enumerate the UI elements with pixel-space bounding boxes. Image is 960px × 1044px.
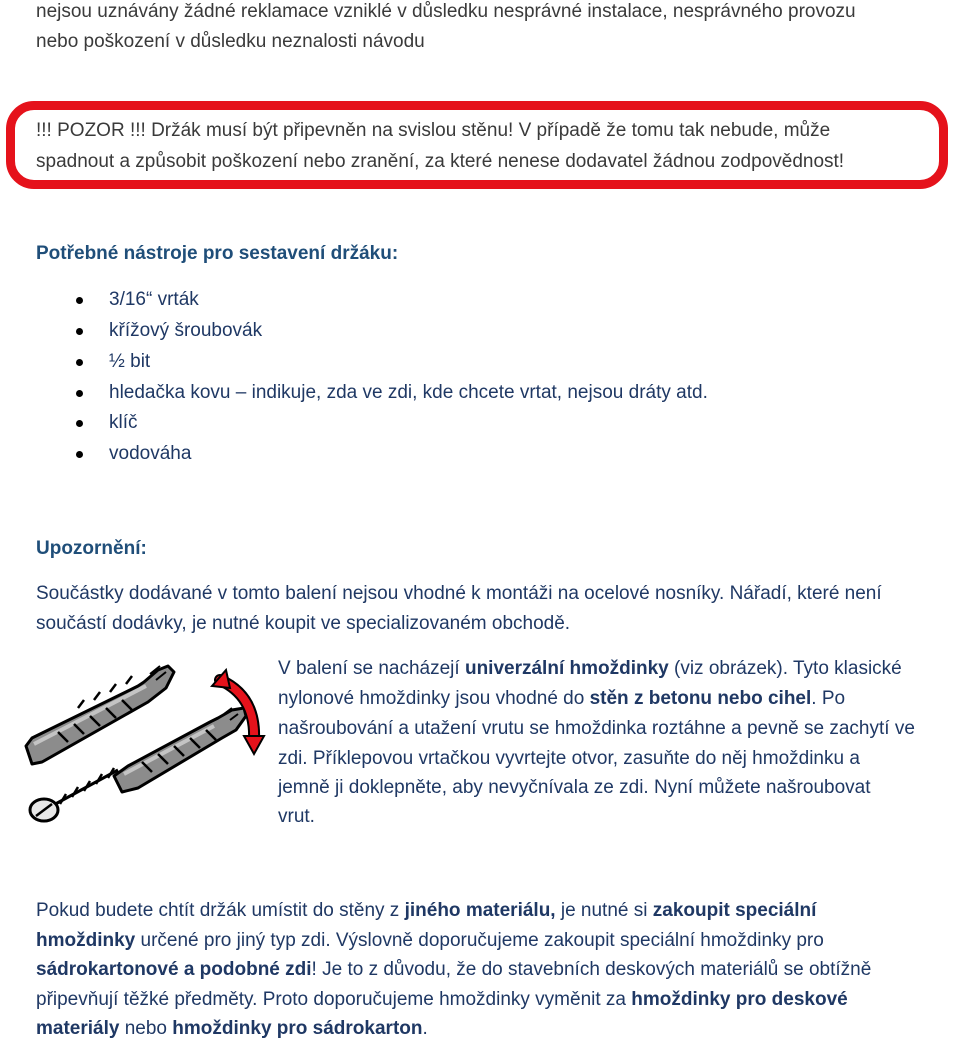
bullet-icon (76, 420, 83, 427)
text-run: je nutné si (555, 900, 653, 921)
tool-label: klíč (109, 412, 138, 433)
intro-line-2: nebo poškození v důsledku neznalosti návodu (36, 31, 425, 52)
tool-label: vodováha (109, 443, 192, 464)
dowel-paragraph-line-1 (278, 654, 902, 684)
wall-plug-dowel-illustration (26, 666, 174, 764)
bold-text-run: sádrokartonové a podobné zdi (36, 959, 312, 980)
bold-text-run: hmoždinky (36, 930, 136, 951)
notice-line-2: součástí dodávky, je nutné koupit ve specializovaném obchodě. (36, 613, 571, 634)
text-run: Pokud budete chtít držák umístit do stěny z (36, 900, 405, 921)
text-run: V balení se nacházejí (278, 658, 465, 679)
bold-text-run: hmoždinky pro deskové (631, 989, 848, 1010)
final-paragraph-line-1 (36, 896, 816, 926)
dowel-paragraph-line-6: vrut. (278, 806, 315, 827)
notice-heading: Upozornění: (36, 538, 147, 559)
intro-line-1: nejsou uznávány žádné reklamace vzniklé v důsledku nesprávné instalace, nesprávného provozu (36, 1, 856, 22)
text-run: (viz obrázek). Tyto klasické (668, 658, 902, 679)
text-run: . (422, 1018, 428, 1039)
warning-line-1: !!! POZOR !!! Držák musí být připevněn na svislou stěnu! V případě že tomu tak nebude, může (36, 120, 831, 141)
bullet-icon (76, 328, 83, 335)
tools-heading: Potřebné nástroje pro sestavení držáku: (36, 243, 399, 264)
bullet-icon (76, 390, 83, 397)
tool-label: hledačka kovu – indikuje, zda ve zdi, kde chcete vrtat, nejsou dráty atd. (109, 382, 708, 403)
dowel-paragraph-line-3: našroubování a utažení vrutu se hmoždinka roztáhne a pevně se zachytí ve (278, 718, 915, 739)
bold-text-run: materiály (36, 1018, 120, 1039)
bullet-icon (76, 451, 83, 458)
text-run: připevňují těžké předměty. Proto doporučujeme hmoždinky vyměnit za (36, 989, 632, 1010)
text-run: nebo (119, 1018, 173, 1039)
dowel-paragraph-line-5: jemně ji doklepněte, aby nevyčnívala ze zdi. Nyní můžete našroubovat (278, 777, 871, 798)
text-run: určené pro jiný typ zdi. Výslovně doporučujeme zakoupit speciální hmoždinky pro (135, 930, 824, 951)
tool-label: křížový šroubovák (109, 320, 263, 341)
bullet-icon (76, 297, 83, 304)
final-paragraph-line-3 (36, 955, 871, 985)
notice-line-1: Součástky dodávané v tomto balení nejsou vhodné k montáži na ocelové nosníky. Nářadí, které není (36, 583, 882, 604)
final-paragraph-line-2 (36, 926, 824, 956)
tool-label: ½ bit (109, 351, 151, 372)
final-paragraph-line-5 (36, 1014, 428, 1044)
wall-plug-illustration (18, 658, 268, 838)
dowel-paragraph-line-4: zdi. Příklepovou vrtačkou vyvrtejte otvor, zasuňte do něj hmoždinku a (278, 748, 860, 769)
warning-line-2: spadnout a způsobit poškození nebo zranění, za které nenese dodavatel žádnou zodpovědnost! (36, 151, 845, 172)
text-run: . Po (811, 688, 846, 709)
bold-text-run: univerzální hmoždinky (464, 658, 669, 679)
text-run: nylonové hmoždinky jsou vhodné do (278, 688, 590, 709)
text-run: ! Je to z důvodu, že do stavebních deskových materiálů se obtížně (311, 959, 872, 980)
bullet-icon (76, 359, 83, 366)
tool-label: 3/16“ vrták (109, 289, 199, 310)
bold-text-run: jiného materiálu, (404, 900, 556, 921)
bold-text-run: hmoždinky pro sádrokarton (172, 1018, 423, 1039)
bold-text-run: zakoupit speciální (652, 900, 817, 921)
final-paragraph-line-4 (36, 985, 848, 1015)
dowel-paragraph-line-2 (278, 684, 845, 714)
bold-text-run: stěn z betonu nebo cihel (589, 688, 812, 709)
